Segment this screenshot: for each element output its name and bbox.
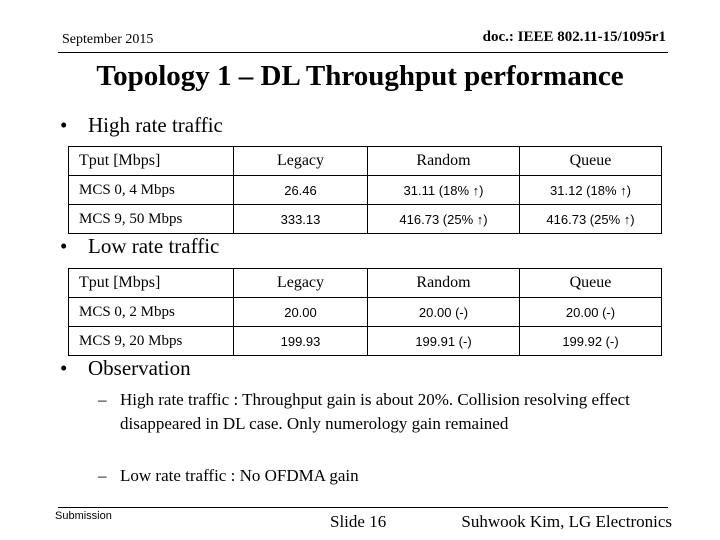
table-cell: 199.93 (234, 327, 368, 356)
table-cell: 20.00 (-) (520, 298, 662, 327)
header-date: September 2015 (62, 32, 154, 47)
high-rate-table (68, 146, 662, 234)
table-row (69, 176, 662, 205)
table-row (69, 298, 662, 327)
observation-text: Low rate traffic : No OFDMA gain (120, 466, 359, 485)
table-cell: 20.00 (-) (368, 298, 520, 327)
table-cell: MCS 0, 2 Mbps (69, 298, 234, 327)
footer-submission: Submission (55, 510, 112, 522)
low-rate-table (68, 268, 662, 356)
table-header-cell: Queue (520, 269, 662, 298)
table-header-cell: Queue (520, 147, 662, 176)
table-cell: 416.73 (25% ↑) (368, 205, 520, 234)
dash-marker: – (98, 390, 107, 409)
footer-divider (58, 507, 668, 508)
table-cell: MCS 9, 50 Mbps (69, 205, 234, 234)
table-cell: 333.13 (234, 205, 368, 234)
table-header-row (69, 147, 662, 176)
table-cell: 199.92 (-) (520, 327, 662, 356)
bullet-low-rate (60, 234, 219, 259)
table-header-cell: Random (368, 269, 520, 298)
bullet-dot: • (60, 234, 68, 258)
bullet-low-rate-label: Low rate traffic (88, 234, 220, 258)
footer-slide-number: Slide 16 (330, 512, 387, 531)
observation-item (98, 388, 658, 436)
bullet-dot: • (60, 113, 68, 137)
bullet-high-rate (60, 113, 223, 138)
observation-item (98, 464, 658, 488)
table-header-cell: Legacy (234, 269, 368, 298)
table-header-row (69, 269, 662, 298)
bullet-high-rate-label: High rate traffic (88, 113, 223, 137)
table-cell: MCS 9, 20 Mbps (69, 327, 234, 356)
table-header-cell: Tput [Mbps] (69, 147, 234, 176)
slide-title: Topology 1 – DL Throughput performance (96, 60, 624, 92)
table-cell: 20.00 (234, 298, 368, 327)
table-header-cell: Tput [Mbps] (69, 269, 234, 298)
bullet-dot: • (60, 356, 68, 380)
table-cell: MCS 0, 4 Mbps (69, 176, 234, 205)
table-row (69, 205, 662, 234)
footer-author: Suhwook Kim, LG Electronics (461, 512, 672, 531)
bullet-observation-label: Observation (88, 356, 191, 380)
table-cell: 31.12 (18% ↑) (520, 176, 662, 205)
table-cell: 31.11 (18% ↑) (368, 176, 520, 205)
table-header-cell: Random (368, 147, 520, 176)
table-cell: 26.46 (234, 176, 368, 205)
table-header-cell: Legacy (234, 147, 368, 176)
bullet-observation (60, 356, 191, 381)
table-cell: 199.91 (-) (368, 327, 520, 356)
table-cell: 416.73 (25% ↑) (520, 205, 662, 234)
header-doc-id: doc.: IEEE 802.11-15/1095r1 (482, 29, 666, 45)
dash-marker: – (98, 466, 107, 485)
table-row (69, 327, 662, 356)
observation-text: High rate traffic : Throughput gain is about 20%. Collision resolving effect disappeared in DL case. Only numerology gain remained (120, 390, 630, 433)
header-divider (58, 52, 668, 53)
